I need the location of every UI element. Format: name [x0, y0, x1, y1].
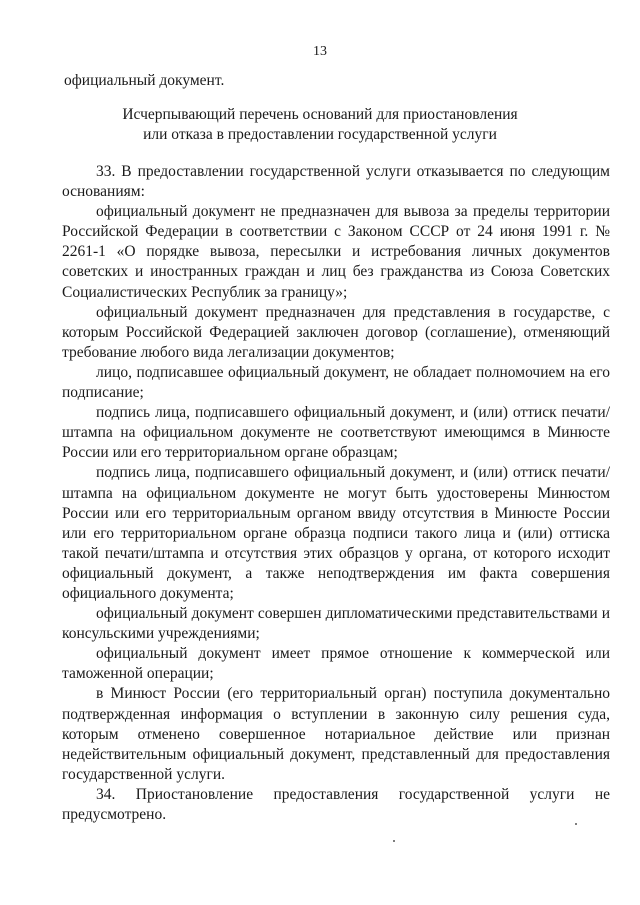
- scan-speck: [393, 840, 395, 842]
- carry-over-text: официальный документ.: [64, 72, 225, 89]
- paragraph-34: 34. Приостановление предоставления государственной услуги не предусмотрено.: [62, 785, 610, 823]
- ground-signer-not-authorized: лицо, подписавшее официальный документ, не обладает полномочием на его подписание;: [62, 363, 610, 402]
- section-heading-line-2: или отказа в предоставлении государственной услуги: [143, 126, 497, 143]
- ground-diplomatic-document: официальный документ совершен дипломатическими представительствами и консульскими учреждениями;: [62, 605, 610, 643]
- section-heading: [0, 105, 640, 145]
- ground-no-legalization-required: официальный документ предназначен для представления в государстве, с которым Российской Федерацией заключен договор (соглашение), отменяющий требование любого вида легализации документов;: [62, 303, 610, 361]
- ground-signature-not-verifiable: подпись лица, подписавшего официальный документ, и (или) оттиск печати/штампа на официальном документе не могут быть удостоверены Минюстом России или его территориальным органом ввиду отсутствия в Минюсте России или его территориальном органе образца подписи такого лица и (или) оттиска такой печати/штампа и отсутствия этих образцов у органа, от которого исходит официальный документ, а также неподтверждения им факта совершения официального документа;: [62, 464, 610, 602]
- document-body: [62, 162, 610, 825]
- section-heading-line-1: Исчерпывающий перечень оснований для приостановления: [122, 106, 518, 123]
- ground-court-decision: в Минюст России (его территориальный орган) поступила документально подтвержденная информация о вступлении в законную силу решения суда, которым отменено совершенное нотариальное действие или признан недействительным официальный документ, представленный для предоставления государственной услуги.: [62, 685, 610, 783]
- page-number: 13: [313, 44, 327, 59]
- ground-not-for-export: официальный документ не предназначен для вывоза за пределы территории Российской Федерации в соответствии с Законом СССР от 24 июня 1991 г. № 2261-1 «О порядке вывоза, пересылки и истребования личных документов советских и иностранных граждан и лиц без гражданства из Союза Советских Социалистических Республик за границу»;: [62, 203, 610, 301]
- scan-speck: [575, 823, 577, 825]
- ground-commercial-customs: официальный документ имеет прямое отношение к коммерческой или таможенной операции;: [62, 645, 610, 683]
- ground-signature-mismatch: подпись лица, подписавшего официальный документ, и (или) оттиск печати/штампа на официальном документе не соответствуют имеющимся в Минюсте России или его территориальном органе образцам;: [62, 404, 610, 462]
- paragraph-33: 33. В предоставлении государственной услуги отказывается по следующим основаниям:: [62, 163, 610, 201]
